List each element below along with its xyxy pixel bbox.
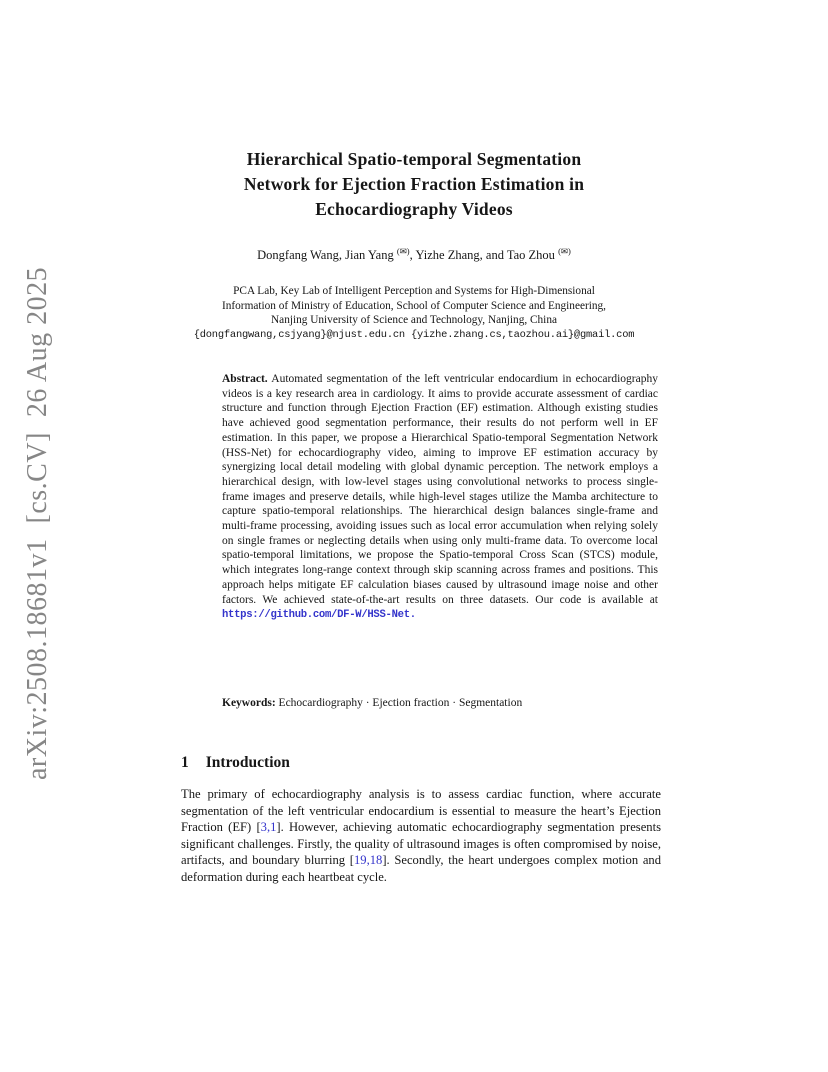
arxiv-watermark: arXiv:2508.18681v1 [cs.CV] 26 Aug 2025: [22, 266, 53, 780]
affiliation-line: Nanjing University of Science and Technology, Nanjing, China: [271, 314, 557, 326]
keywords-line: [222, 697, 658, 709]
paper-title-line-1: Hierarchical Spatio-temporal Segmentation: [246, 149, 582, 169]
affiliation-block: [134, 284, 694, 342]
intro-text: ]. Secondly, the heart undergoes complex motion and deformation during each heartbeat cycle.: [181, 853, 662, 884]
section-title: Introduction: [205, 754, 290, 771]
intro-text: The primary of echocardiography analysis is to assess cardiac function, where accurate segmentation of the left ventricular endocardium is essential to measure the heart’s Ejection Fraction (EF) [: [181, 787, 661, 835]
affiliation-line: Information of Ministry of Education, School of Computer Science and Engineering,: [221, 299, 606, 312]
citation-link[interactable]: 19,18: [353, 853, 383, 868]
paper-title: [164, 147, 664, 222]
abstract-label: Abstract.: [222, 373, 268, 385]
section-number: 1: [181, 754, 189, 771]
authors-line: [134, 245, 694, 263]
author-names: , Yizhe Zhang, and Tao Zhou: [409, 248, 559, 262]
citation-link[interactable]: 3,1: [260, 820, 277, 835]
envelope-icon: (✉): [396, 245, 410, 256]
github-link-period: .: [409, 609, 416, 622]
abstract-block: [222, 372, 658, 623]
keywords-label: Keywords:: [222, 697, 276, 709]
section-heading-introduction: [181, 754, 661, 772]
paper-title-line-3: Echocardiography Videos: [315, 199, 513, 219]
envelope-icon: (✉): [558, 245, 571, 256]
affiliation-line: PCA Lab, Key Lab of Intelligent Perception and Systems for High-Dimensional: [233, 285, 595, 297]
intro-text: ]. However, achieving automatic echocardiography segmentation presents significant challenges. Firstly, the quality of ultrasound images is often compromised by noise, artifacts, and boundary blurring [: [181, 820, 661, 868]
abstract-text: Automated segmentation of the left ventricular endocardium in echocardiography videos is a key research area in cardiology. It aims to provide accurate assessment of cardiac structure and function through Ejection Fraction (EF) estimation. Although existing studies have achieved good segmentation performance, their results do not perform well in EF estimation. In this paper, we propose a Hierarchical Spatio-temporal Segmentation Network (HSS-Net) for echocardiography video, aiming to improve EF estimation accuracy by synergizing local detail modeling with global dynamic perception. The network employs a hierarchical design, with low-level stages using convolutional networks to process single-frame images and preserve details, while high-level stages utilize the Mamba architecture to capture spatio-temporal relationships. The hierarchical design balances single-frame and multi-frame processing, avoiding issues such as local error accumulation when relying solely on single frames or neglecting details when using only multi-frame data. To overcome local spatio-temporal limitations, we propose the Spatio-temporal Cross Scan (STCS) module, which integrates long-range context through skip scanning across frames and positions. This approach helps mitigate EF calculation biases caused by ultrasound image noise and other factors. We achieved state-of-the-art results on three datasets. Our code is available at: [222, 373, 658, 606]
author-names: Dongfang Wang, Jian Yang: [257, 248, 397, 262]
github-link[interactable]: https://github.com/DF-W/HSS-Net: [222, 609, 410, 622]
keywords-text: Echocardiography · Ejection fraction · Segmentation: [275, 697, 523, 709]
paper-title-line-2: Network for Ejection Fraction Estimation in: [243, 174, 585, 194]
introduction-paragraph: [181, 786, 661, 886]
author-emails: {dongfangwang,csjyang}@njust.edu.cn {yizhe.zhang.cs,taozhou.ai}@gmail.com: [193, 328, 635, 341]
